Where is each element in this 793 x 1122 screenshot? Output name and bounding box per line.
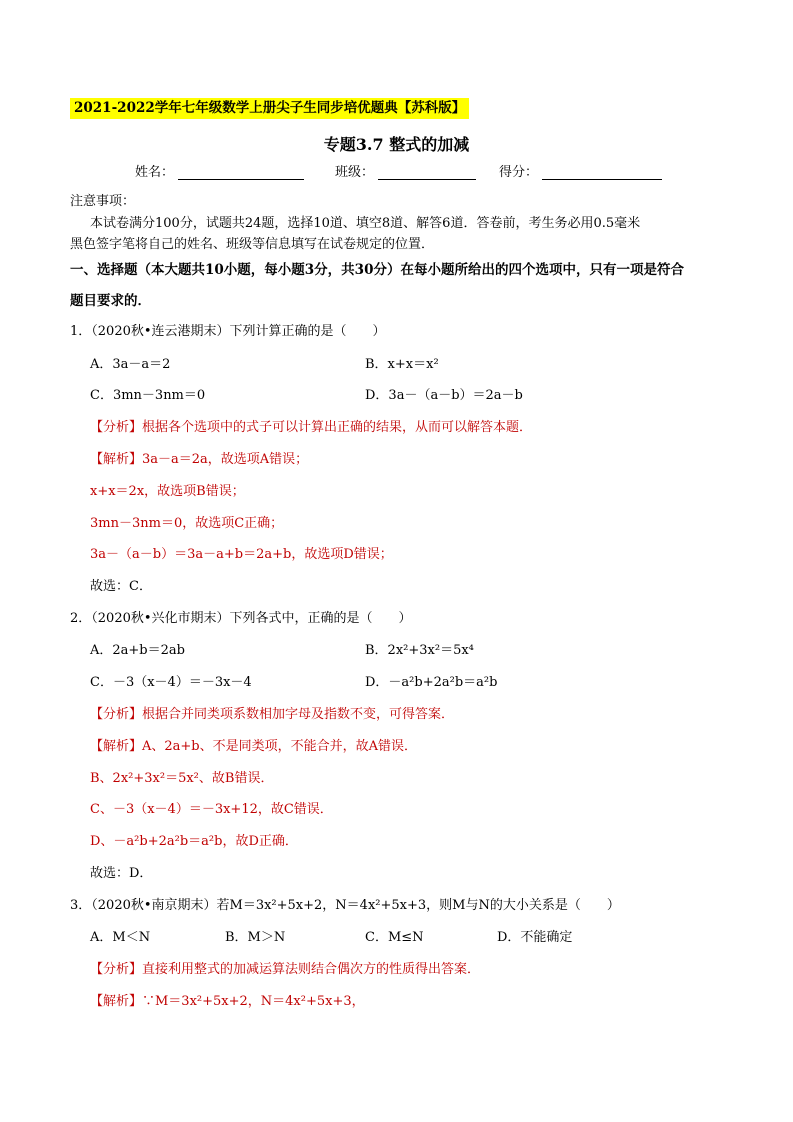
solution-line: 3mn－3nm＝0，故选项C正确；	[90, 516, 284, 531]
question-stem: 2．（2020秋•兴化市期末）下列各式中，正确的是（ ）	[70, 611, 412, 626]
solution-line: B、2x²+3x²＝5x²、故B错误．	[90, 771, 274, 786]
option-b: B．2x²+3x²＝5x⁴	[365, 643, 474, 658]
analysis-text: 【分析】根据合并同类项系数相加字母及指数不变，可得答案．	[90, 707, 455, 722]
solution-line: 3a－（a－b）＝3a－a+b＝2a+b，故选项D错误；	[90, 547, 393, 562]
answer-text: 故选：C．	[90, 579, 152, 594]
notice-line: 本试卷满分100分，试题共24题，选择10道、填空8道、解答6道．答卷前，考生务必用0.5毫米	[90, 216, 641, 231]
solution-line: 【解析】∵M＝3x²+5x+2，N＝4x²+5x+3，	[90, 994, 365, 1009]
option-a: A．2a+b＝2ab	[90, 643, 185, 658]
solution-line: x+x＝2x，故选项B错误；	[90, 484, 245, 499]
section-heading: 题目要求的．	[70, 293, 151, 309]
score-label: 得分：	[499, 165, 539, 180]
class-blank	[378, 167, 476, 180]
option-a: A．M＜N	[90, 930, 151, 945]
section-heading: 一、选择题（本大题共10小题，每小题3分，共30分）在每小题所给出的四个选项中，只有一项是符合	[70, 262, 684, 278]
option-b: B．x+x＝x²	[365, 357, 439, 372]
name-blank	[178, 167, 304, 180]
page-title: 专题3.7 整式的加减	[323, 135, 470, 154]
analysis-text: 【分析】根据各个选项中的式子可以计算出正确的结果，从而可以解答本题．	[90, 420, 533, 435]
solution-line: D、－a²b+2a²b＝a²b，故D正确．	[90, 834, 298, 849]
document-banner: 2021-2022学年七年级数学上册尖子生同步培优题典【苏科版】	[70, 98, 469, 119]
question-stem: 1．（2020秋•连云港期末）下列计算正确的是（ ）	[70, 324, 386, 339]
class-field	[335, 161, 476, 180]
analysis-text: 【分析】直接利用整式的加减运算法则结合偶次方的性质得出答案．	[90, 962, 481, 977]
solution-line: 【解析】A、2a+b、不是同类项，不能合并，故A错误．	[90, 739, 418, 754]
solution-line: C、－3（x－4）＝－3x+12，故C错误．	[90, 802, 333, 817]
score-blank	[542, 167, 662, 180]
option-d: D．－a²b+2a²b＝a²b	[365, 675, 498, 690]
name-label: 姓名：	[135, 165, 175, 180]
option-c: C．3mn－3nm＝0	[90, 388, 206, 403]
question-stem: 3．（2020秋•南京期末）若M＝3x²+5x+2，N＝4x²+5x+3，则M与N的大小关系是（ ）	[70, 898, 620, 913]
option-a: A．3a－a＝2	[90, 357, 171, 372]
notice-heading: 注意事项：	[70, 194, 136, 209]
option-d: D．3a－（a－b）＝2a－b	[365, 388, 523, 403]
option-b: B．M＞N	[225, 930, 286, 945]
option-c: C．－3（x－4）＝－3x－4	[90, 675, 252, 690]
answer-text: 故选：D．	[90, 866, 153, 881]
option-d: D．不能确定	[497, 930, 573, 945]
class-label: 班级：	[335, 165, 375, 180]
solution-line: 【解析】3a－a＝2a，故选项A错误；	[90, 452, 309, 467]
score-field	[499, 161, 662, 180]
notice-line: 黑色签字笔将自己的姓名、班级等信息填写在试卷规定的位置．	[70, 237, 435, 252]
option-c: C．M≤N	[365, 930, 424, 945]
name-field	[135, 161, 304, 180]
